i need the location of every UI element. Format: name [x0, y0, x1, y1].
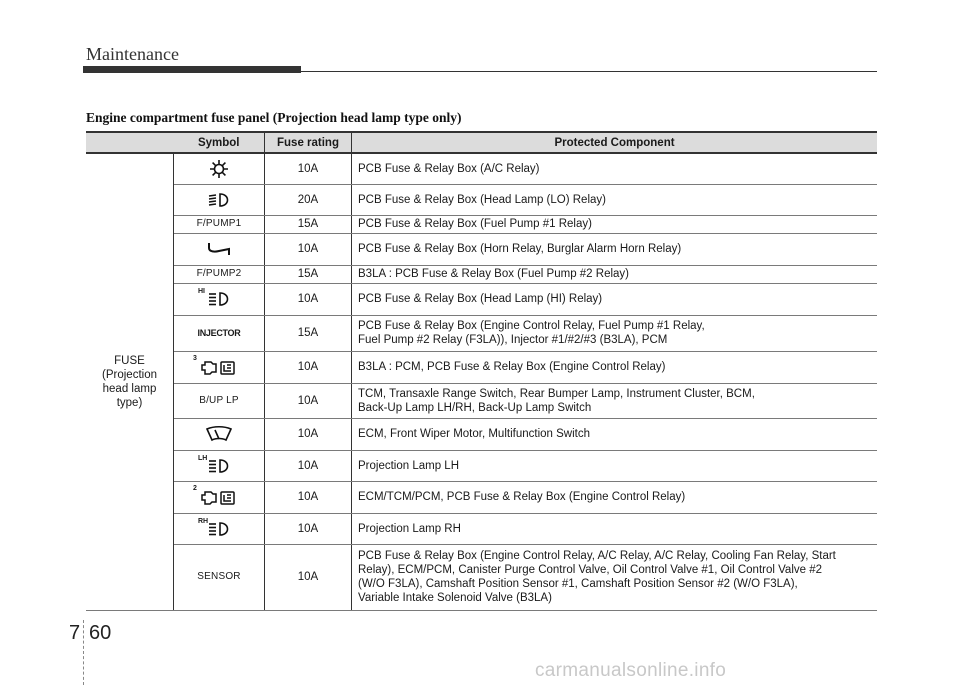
- engine-check-icon: [193, 485, 239, 507]
- header-bar: [83, 66, 301, 73]
- protected-component-cell: [352, 283, 878, 315]
- component-line: PCB Fuse & Relay Box (Engine Control Relay, A/C Relay, A/C Relay, Cooling Fan Relay, Start: [358, 550, 836, 562]
- component-line: PCB Fuse & Relay Box (Fuel Pump #1 Relay): [358, 218, 592, 230]
- header-fuse-rating: Fuse rating: [265, 132, 352, 153]
- fuse-label-cell: [86, 153, 174, 610]
- fuse-rating-cell: 20A: [265, 184, 352, 215]
- component-line: Fuel Pump #2 Relay (F3LA)), Injector #1/#2/#3 (B3LA), PCM: [358, 334, 668, 346]
- symbol-cell: [174, 184, 265, 215]
- header-symbol: Symbol: [174, 132, 265, 153]
- page-separator: [83, 620, 85, 685]
- fuse-rating-cell: 15A: [265, 265, 352, 283]
- fuse-rating-cell: 10A: [265, 153, 352, 184]
- component-line: B3LA : PCB Fuse & Relay Box (Fuel Pump #2 Relay): [358, 268, 630, 280]
- protected-component-cell: [352, 184, 878, 215]
- table-row: [86, 215, 877, 233]
- table-row: [86, 153, 877, 184]
- table-row: [86, 351, 877, 383]
- projection-lamp-rh-icon: [198, 517, 234, 538]
- component-line: Variable Intake Solenoid Valve (B3LA): [358, 592, 552, 604]
- symbol-cell: [174, 351, 265, 383]
- component-line: Relay), ECM/PCM, Canister Purge Control Valve, Oil Control Valve #1, Oil Control Valve #2: [358, 564, 823, 576]
- symbol-cell: [174, 215, 265, 233]
- component-line: ECM/TCM/PCM, PCB Fuse & Relay Box (Engine Control Relay): [358, 491, 686, 503]
- fuse-rating-cell: 10A: [265, 418, 352, 450]
- head-lamp-low-icon: [204, 191, 234, 209]
- protected-component-cell: [352, 383, 878, 418]
- component-line: PCB Fuse & Relay Box (Engine Control Relay, Fuel Pump #1 Relay,: [358, 320, 705, 332]
- head-lamp-high-icon: [198, 288, 234, 308]
- component-line: PCB Fuse & Relay Box (Head Lamp (LO) Relay): [358, 193, 606, 206]
- icon-label: LH: [198, 454, 208, 462]
- fuse-rating-cell: 10A: [265, 481, 352, 513]
- fuse-table: [86, 131, 877, 611]
- page-number: 60: [89, 622, 112, 644]
- header-rule: [301, 71, 877, 72]
- icon-label: 2: [193, 485, 197, 492]
- watermark: carmanualsonline.info: [535, 660, 727, 681]
- engine-check-icon: [193, 355, 239, 377]
- horn-icon: [205, 240, 233, 258]
- symbol-cell: [174, 544, 265, 610]
- section-title: Engine compartment fuse panel (Projection head lamp type only): [86, 110, 462, 125]
- fuse-rating-cell: 15A: [265, 315, 352, 351]
- table-row: [86, 544, 877, 610]
- component-line: B3LA : PCM, PCB Fuse & Relay Box (Engine Control Relay): [358, 361, 666, 373]
- symbol-cell: [174, 315, 265, 351]
- table-row: [86, 283, 877, 315]
- symbol-cell: [174, 265, 265, 283]
- projection-lamp-lh-icon: [198, 454, 234, 475]
- symbol-text: INJECTOR: [197, 327, 241, 338]
- ac-snowflake-icon: [208, 158, 230, 180]
- header-blank: [86, 132, 174, 153]
- protected-component-cell: [352, 481, 878, 513]
- symbol-cell: [174, 450, 265, 481]
- fuse-label-line: type): [116, 396, 143, 409]
- symbol-text: F/PUMP1: [196, 218, 242, 229]
- fuse-label-line: FUSE: [114, 354, 145, 367]
- component-line: Projection Lamp RH: [358, 522, 461, 535]
- protected-component-cell: [352, 315, 878, 351]
- component-line: Projection Lamp LH: [358, 459, 459, 472]
- table-row: [86, 233, 877, 265]
- component-line: Back-Up Lamp LH/RH, Back-Up Lamp Switch: [358, 401, 592, 414]
- table-row: [86, 184, 877, 215]
- table-header-row: [86, 132, 877, 153]
- component-line: PCB Fuse & Relay Box (A/C Relay): [358, 162, 540, 175]
- protected-component-cell: [352, 513, 878, 544]
- symbol-text: B/UP LP: [199, 394, 239, 406]
- header-protected-component: Protected Component: [352, 132, 878, 153]
- protected-component-cell: [352, 215, 878, 233]
- component-line: TCM, Transaxle Range Switch, Rear Bumper Lamp, Instrument Cluster, BCM,: [358, 387, 755, 400]
- table-row: [86, 383, 877, 418]
- fuse-label-line: (Projection: [102, 368, 157, 381]
- component-line: (W/O F3LA), Camshaft Position Sensor #1, Camshaft Position Sensor #2 (W/O F3LA),: [358, 578, 798, 590]
- protected-component-cell: [352, 265, 878, 283]
- symbol-cell: [174, 283, 265, 315]
- icon-label: HI: [198, 288, 205, 295]
- protected-component-cell: [352, 450, 878, 481]
- fuse-rating-cell: 10A: [265, 450, 352, 481]
- symbol-cell: [174, 513, 265, 544]
- symbol-text: F/PUMP2: [196, 268, 242, 279]
- fuse-rating-cell: 10A: [265, 283, 352, 315]
- wiper-icon: [204, 424, 234, 444]
- header-title: Maintenance: [86, 44, 179, 64]
- table-row: [86, 418, 877, 450]
- fuse-rating-cell: 10A: [265, 233, 352, 265]
- chapter-number: 7: [69, 622, 81, 644]
- symbol-cell: [174, 233, 265, 265]
- fuse-rating-cell: 10A: [265, 383, 352, 418]
- fuse-rating-cell: 10A: [265, 351, 352, 383]
- protected-component-cell: [352, 153, 878, 184]
- component-line: ECM, Front Wiper Motor, Multifunction Switch: [358, 428, 590, 440]
- symbol-cell: [174, 418, 265, 450]
- protected-component-cell: [352, 418, 878, 450]
- protected-component-cell: [352, 351, 878, 383]
- fuse-rating-cell: 10A: [265, 513, 352, 544]
- fuse-label-line: head lamp: [102, 382, 157, 395]
- fuse-rating-cell: 15A: [265, 215, 352, 233]
- table-row: [86, 265, 877, 283]
- table-row: [86, 513, 877, 544]
- component-line: PCB Fuse & Relay Box (Head Lamp (HI) Relay): [358, 293, 603, 305]
- protected-component-cell: [352, 233, 878, 265]
- symbol-cell: [174, 481, 265, 513]
- symbol-cell: [174, 383, 265, 418]
- icon-label: 3: [193, 355, 197, 362]
- table-row: [86, 481, 877, 513]
- symbol-text: SENSOR: [197, 571, 241, 582]
- protected-component-cell: [352, 544, 878, 610]
- fuse-rating-cell: 10A: [265, 544, 352, 610]
- symbol-cell: [174, 153, 265, 184]
- icon-label: RH: [198, 517, 209, 525]
- component-line: PCB Fuse & Relay Box (Horn Relay, Burglar Alarm Horn Relay): [358, 243, 682, 255]
- table-row: [86, 315, 877, 351]
- table-row: [86, 450, 877, 481]
